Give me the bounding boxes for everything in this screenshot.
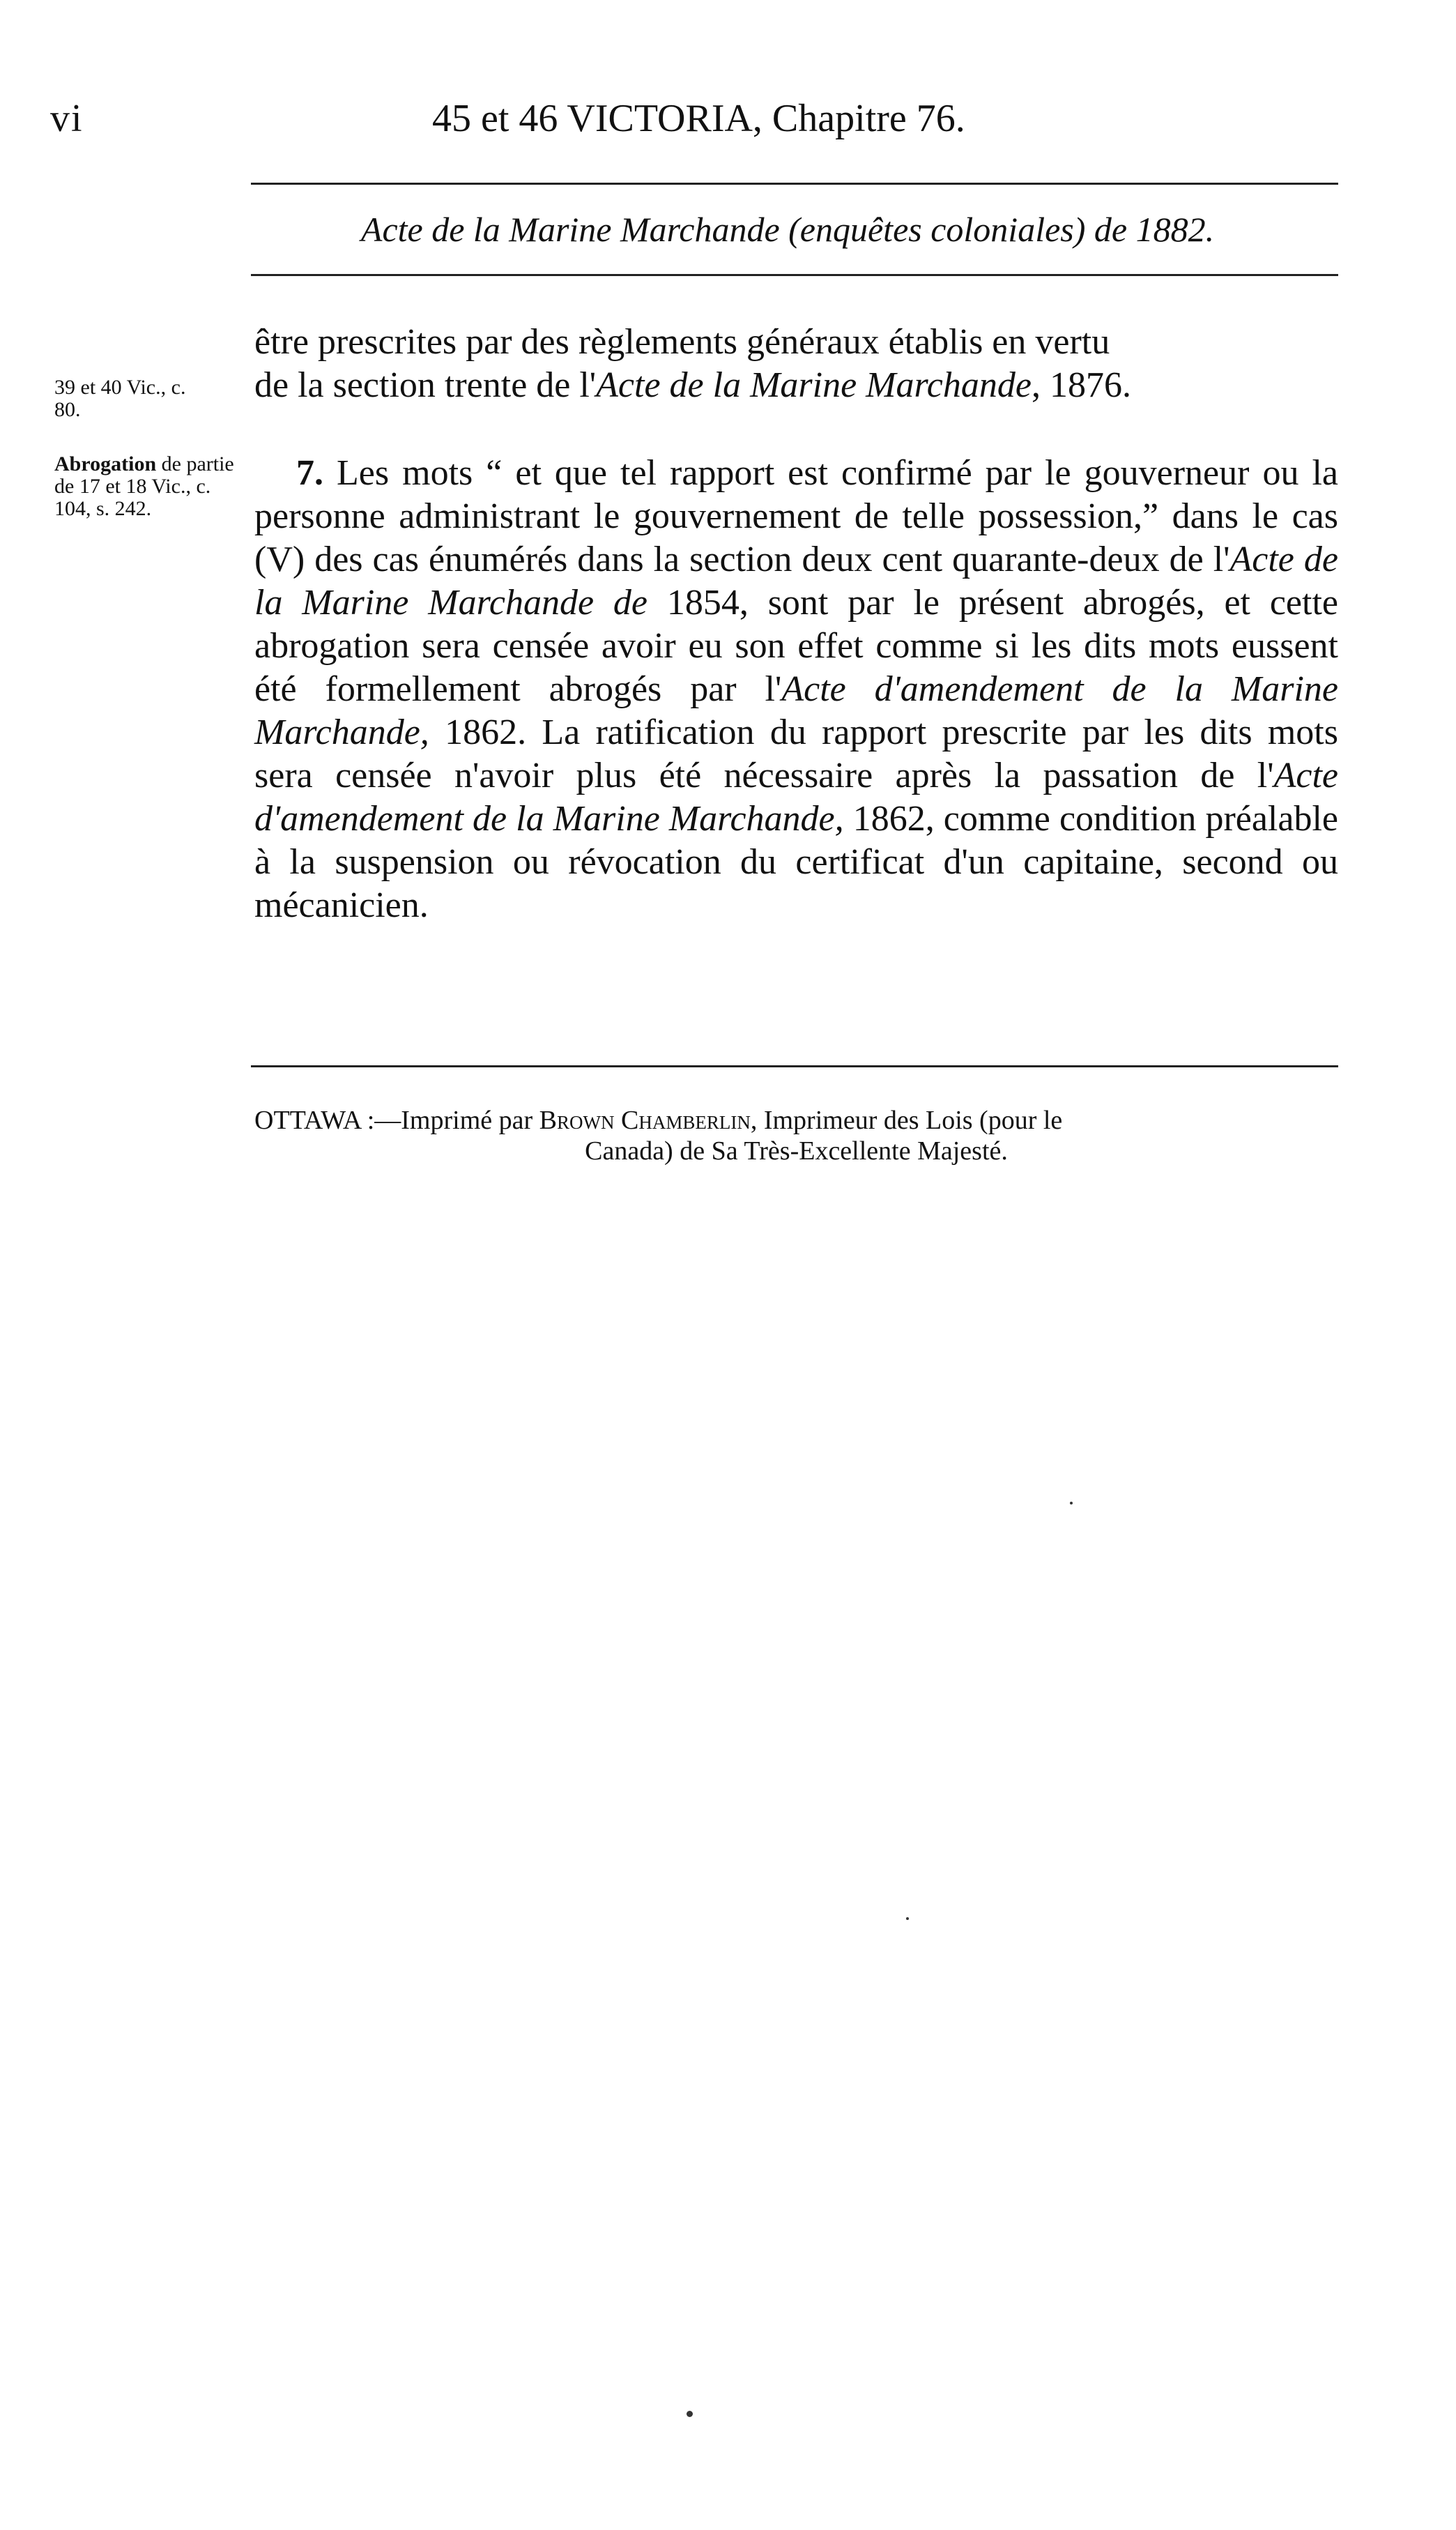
section-7-text-a: Les mots “ et que tel rapport est confirmé par le gouverneur ou la personne administrant le gouvernement de telle possession,” dans le cas (V) des cas énumérés dans la section deux cent quarante-deux de l': [254, 453, 1338, 579]
continuation-line-2-suffix: , 1876.: [1031, 365, 1131, 405]
imprint-suffix: , Imprimeur des Lois (pour le: [750, 1106, 1063, 1135]
subtitle-rule: [251, 274, 1338, 276]
imprint: [254, 1105, 1338, 1166]
speck-mark: [1070, 1502, 1073, 1504]
imprint-prefix: OTTAWA :—Imprimé par: [254, 1106, 539, 1135]
section-7-text-c: 1862. La ratification du rapport prescrite par les dits mots sera censée n'avoir plus été nécessaire après la passation de l': [254, 712, 1338, 795]
imprint-printer: Brown Chamberlin: [539, 1106, 751, 1135]
continuation-line-1: être prescrites par des règlements généraux établis en vertu: [254, 322, 1110, 362]
section-7-text-b: 1854, sont par le présent abrogés, et cette abrogation sera censée avoir eu son effet comme si les dits mots eussent été formellement abrogés par l': [254, 583, 1338, 709]
imprint-line-2: Canada) de Sa Très-Excellente Majesté.: [585, 1136, 1008, 1166]
section-7-paragraph: [254, 452, 1338, 927]
section-7-italic-a: Acte de la Marine Marchande de: [254, 540, 1338, 623]
margin-note-repeal-heading: Abrogation: [54, 452, 157, 475]
speck-mark: [906, 1917, 909, 1920]
continuation-paragraph: [254, 321, 1338, 407]
margin-note-repeal-text: de partie de 17 et 18 Vic., c. 104, s. 242.: [54, 452, 234, 520]
page-number: vi: [50, 97, 84, 140]
act-title-italic: Acte de la Marine Marchande: [596, 365, 1032, 405]
speck-mark: [687, 2411, 693, 2417]
section-7-text-d: 1862, comme condition préalable à la suspension ou révocation du certificat d'un capitaine, second ou mécanicien.: [254, 799, 1338, 925]
section-7-italic-c: Acte d'amendement de la Marine Marchande,: [254, 756, 1338, 839]
act-subtitle: Acte de la Marine Marchande (enquêtes coloniales) de 1882.: [360, 210, 1215, 249]
continuation-line-2-prefix: de la section trente de l': [254, 365, 597, 405]
margin-note-repeal: [54, 453, 236, 520]
margin-note-reference: 39 et 40 Vic., c. 80.: [54, 376, 186, 421]
header-rule: [251, 183, 1338, 185]
running-head: 45 et 46 VICTORIA, Chapitre 76.: [432, 97, 965, 140]
footer-rule: [251, 1065, 1338, 1067]
section-number: 7.: [296, 453, 323, 493]
section-7-italic-b: Acte d'amendement de la Marine Marchande,: [254, 669, 1338, 752]
